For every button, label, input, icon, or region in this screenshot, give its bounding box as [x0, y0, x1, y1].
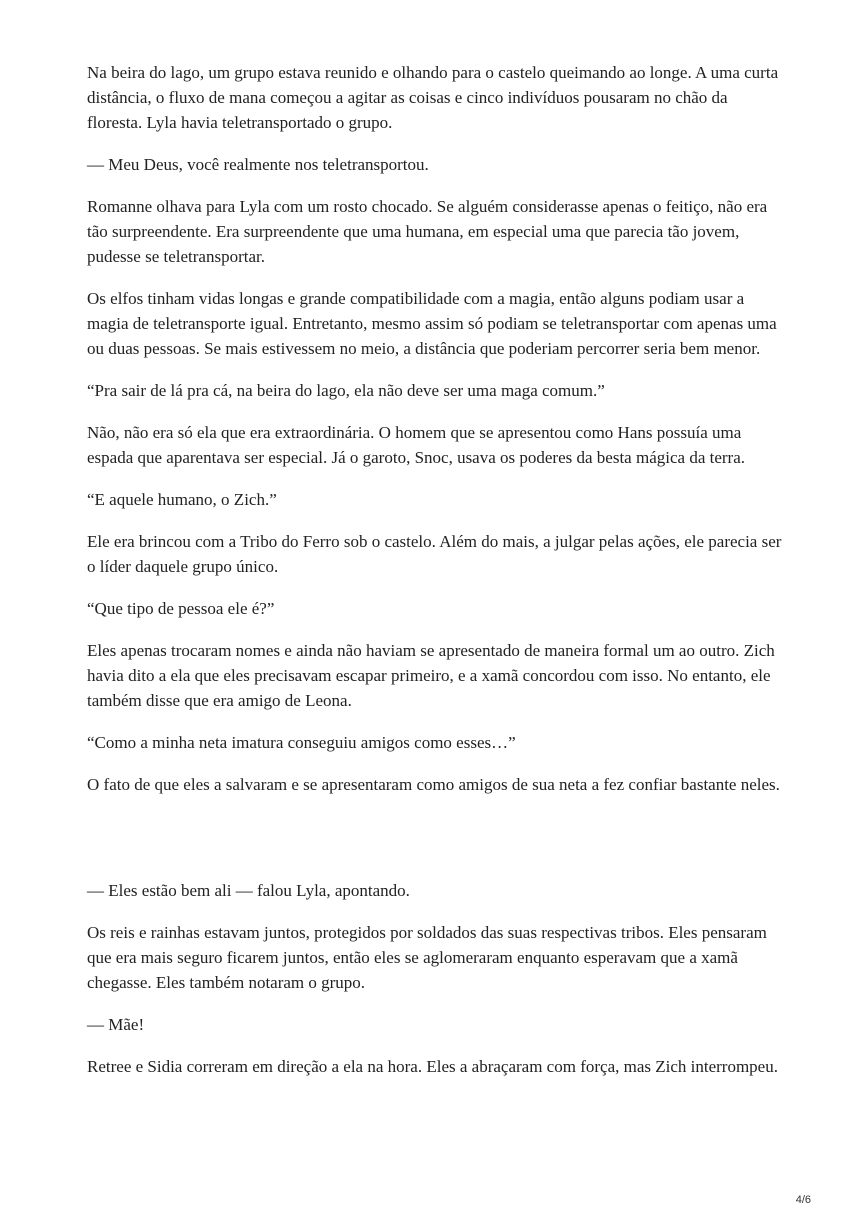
section-break — [87, 814, 787, 878]
page-number: 4/6 — [795, 1194, 811, 1206]
paragraph: “Pra sair de lá pra cá, na beira do lago, ela não deve ser uma maga comum.” — [87, 381, 605, 400]
paragraph: Os reis e rainhas estavam juntos, protegidos por soldados das suas respectivas tribos. Eles pensaram que era mais seguro ficarem juntos, então eles se aglomeraram enquanto esperavam que a xamã chegasse. Eles também notaram o grupo. — [87, 923, 767, 992]
paragraph: “E aquele humano, o Zich.” — [87, 490, 277, 509]
paragraph: O fato de que eles a salvaram e se apresentaram como amigos de sua neta a fez confiar bastante neles. — [87, 775, 780, 794]
paragraph: Os elfos tinham vidas longas e grande compatibilidade com a magia, então alguns podiam usar a magia de teletransporte igual. Entretanto, mesmo assim só podiam se teletransportar com apenas uma ou duas pessoas. Se mais estivessem no meio, a distância que poderiam percorrer seria bem menor. — [87, 289, 777, 358]
paragraph: Eles apenas trocaram nomes e ainda não haviam se apresentado de maneira formal um ao outro. Zich havia dito a ela que eles precisavam escapar primeiro, e a xamã concordou com isso. No entanto, ele também disse que era amigo de Leona. — [87, 641, 775, 710]
paragraph: Retree e Sidia correram em direção a ela na hora. Eles a abraçaram com força, mas Zich interrompeu. — [87, 1057, 778, 1076]
paragraph: Não, não era só ela que era extraordinária. O homem que se apresentou como Hans possuía uma espada que aparentava ser especial. Já o garoto, Snoc, usava os poderes da besta mágica da terra. — [87, 423, 745, 467]
paragraph: — Mãe! — [87, 1015, 145, 1034]
paragraph: “Como a minha neta imatura conseguiu amigos como esses…” — [87, 733, 516, 752]
paragraph: — Meu Deus, você realmente nos teletransportou. — [87, 155, 429, 174]
paragraph: Na beira do lago, um grupo estava reunido e olhando para o castelo queimando ao longe. A uma curta distância, o fluxo de mana começou a agitar as coisas e cinco indivíduos pousaram no chão da floresta. Lyla havia teletransportado o grupo. — [87, 63, 779, 132]
page-content — [87, 60, 787, 1096]
paragraph: — Eles estão bem ali — falou Lyla, apontando. — [87, 881, 410, 900]
paragraph: “Que tipo de pessoa ele é?” — [87, 599, 275, 618]
paragraph: Ele era brincou com a Tribo do Ferro sob o castelo. Além do mais, a julgar pelas ações, ele parecia ser o líder daquele grupo único. — [87, 532, 782, 576]
paragraph: Romanne olhava para Lyla com um rosto chocado. Se alguém considerasse apenas o feitiço, não era tão surpreendente. Era surpreendente que uma humana, em especial uma que parecia tão jovem, pudesse se teletransportar. — [87, 197, 768, 266]
